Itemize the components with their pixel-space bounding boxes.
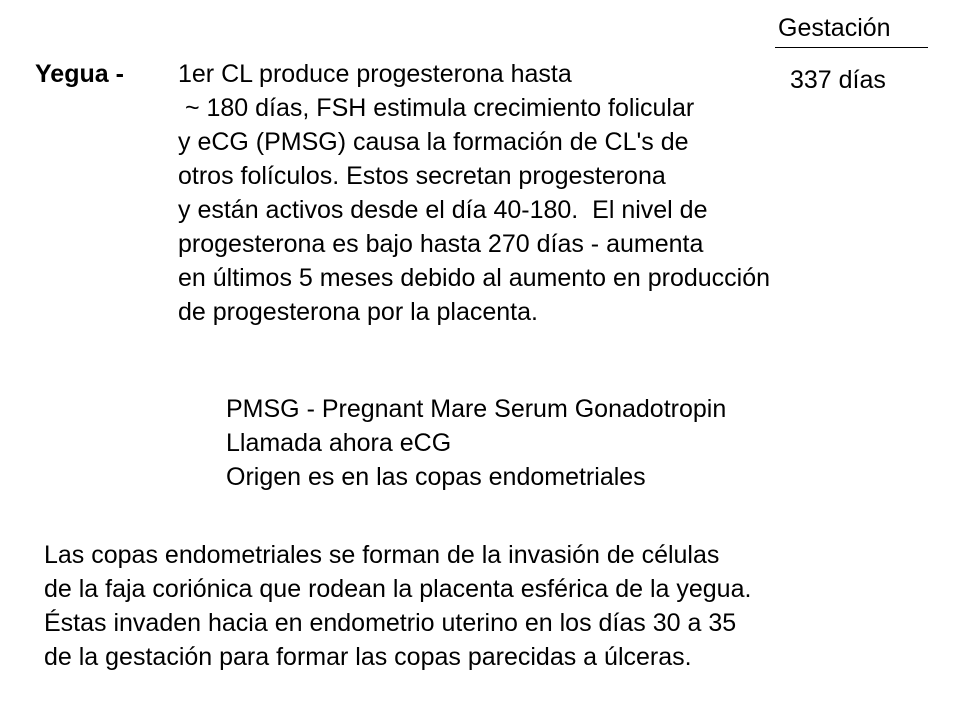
bottom-paragraph-line: de la gestación para formar las copas parecidas a úlceras.	[44, 643, 692, 671]
gestation-underline	[775, 47, 928, 48]
pmsg-definition-block	[226, 392, 726, 494]
pmsg-line: PMSG - Pregnant Mare Serum Gonadotropin	[226, 395, 727, 423]
pmsg-line: Llamada ahora eCG	[226, 429, 452, 457]
bottom-paragraph	[44, 538, 751, 674]
main-paragraph-line: otros folículos. Estos secretan progesterona	[178, 162, 666, 190]
bottom-paragraph-line: de la faja coriónica que rodean la placenta esférica de la yegua.	[44, 575, 752, 603]
pmsg-line: Origen es en las copas endometriales	[226, 463, 646, 491]
bottom-paragraph-line: Las copas endometriales se forman de la invasión de células	[44, 541, 720, 569]
gestation-value: 337 días	[790, 66, 886, 94]
main-paragraph-line: ~ 180 días, FSH estimula crecimiento folicular	[178, 94, 695, 122]
main-paragraph-line: de progesterona por la placenta.	[178, 298, 538, 326]
bottom-paragraph-line: Éstas invaden hacia en endometrio uterino en los días 30 a 35	[44, 609, 737, 637]
main-paragraph-line: en últimos 5 meses debido al aumento en producción	[178, 264, 771, 292]
main-paragraph-line: y eCG (PMSG) causa la formación de CL's de	[178, 128, 689, 156]
gestation-label: Gestación	[778, 14, 891, 42]
main-paragraph-line: progesterona es bajo hasta 270 días - aumenta	[178, 230, 704, 258]
main-paragraph-line: y están activos desde el día 40-180. El nivel de	[178, 196, 708, 224]
main-paragraph	[178, 57, 770, 329]
species-label: Yegua -	[35, 60, 124, 88]
main-paragraph-line: 1er CL produce progesterona hasta	[178, 60, 572, 88]
